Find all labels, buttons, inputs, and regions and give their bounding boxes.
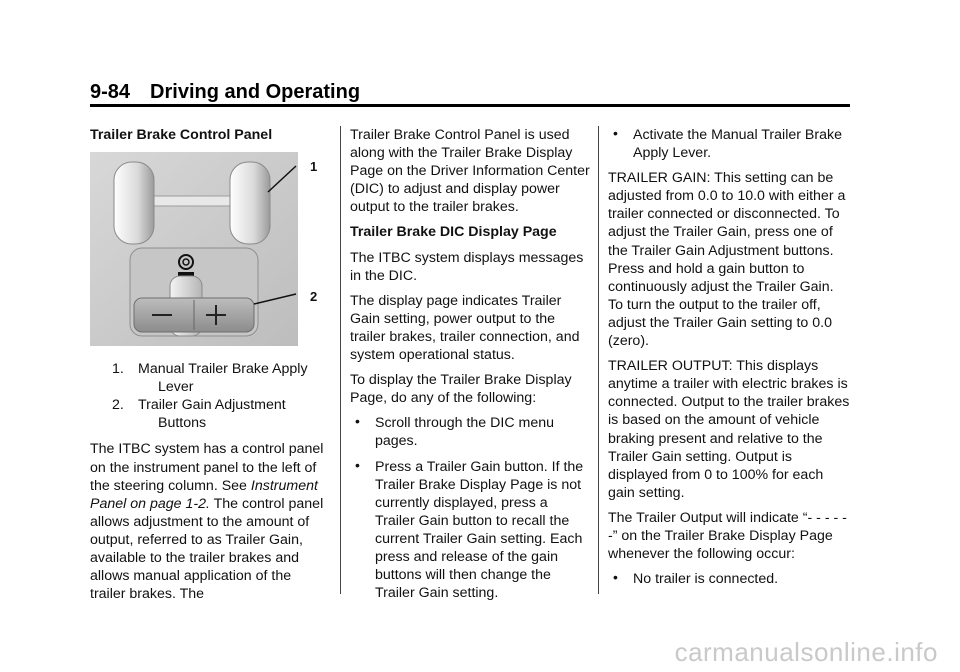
list-item: • Scroll through the DIC menu pages.	[355, 413, 555, 450]
bullet-icon: •	[613, 569, 618, 586]
conditions-list	[608, 570, 852, 588]
column-divider-2	[598, 126, 599, 594]
paragraph: The ITBC system displays messages in the DIC.	[350, 249, 584, 284]
display-options-list-cont	[608, 126, 852, 162]
control-panel-illustration	[90, 152, 298, 346]
bullet-icon: •	[613, 125, 618, 141]
legend-item: 1. Manual Trailer Brake Apply Lever	[112, 361, 308, 396]
page-header	[90, 80, 850, 104]
dic-display-heading: Trailer Brake DIC Display Page	[350, 224, 557, 241]
header-rule	[90, 104, 850, 107]
section-title: Driving and Operating	[150, 81, 361, 103]
control-panel-figure	[90, 152, 322, 348]
watermark: carmanualsonline.info	[674, 637, 938, 667]
page-number: 9-84	[90, 81, 131, 103]
paragraph: The Trailer Output will indicate “- - - - - -” on the Trailer Brake Display Page whenever the following occur:	[608, 509, 847, 563]
panel-heading: Trailer Brake Control Panel	[90, 127, 273, 143]
column-divider-1	[340, 126, 341, 594]
header-text	[90, 80, 850, 104]
trailer-gain-paragraph: TRAILER GAIN: This setting can be adjusted from 0.0 to 10.0 with either a trailer connected or disconnected. To adjust the Trailer Gain, press one of the Trailer Gain Adjustment buttons. Press and hold a gain button to continuously adjust the Trailer Gain. To turn the output to the trailer off, adjust the Trailer Gain setting to 0.0 (zero).	[608, 170, 846, 350]
callout-2: 2	[310, 289, 318, 305]
left-wheel	[114, 162, 154, 244]
bullet-icon: •	[355, 413, 360, 430]
column-3	[608, 126, 852, 595]
paragraph: The display page indicates Trailer Gain setting, power output to the trailer brakes, trailer connection, and system operational status.	[350, 292, 580, 364]
display-options-list	[350, 414, 590, 602]
itbc-paragraph: The ITBC system has a control panel on the instrument panel to the left of the steering column. See Instrument Panel on page 1-2. The control panel allows adjustment to the amount of output, referred to as Trailer Gain, available to the trailer brakes and allows manual application of the trailer brakes. The	[90, 441, 324, 603]
instrument-panel-link[interactable]: Instrument Panel on page 1-2.	[90, 477, 318, 512]
list-item: • Activate the Manual Trailer Brake Apply Lever.	[613, 125, 842, 162]
trailer-output-paragraph: TRAILER OUTPUT: This displays anytime a trailer with electric brakes is connected. Output to the trailer brakes is based on the amount of vehicle braking present and relative to the Trailer Gain setting. Output is displayed from 0 to 100% for each gain setting.	[608, 358, 850, 501]
column-1	[90, 126, 330, 610]
callout-1: 1	[310, 159, 318, 175]
column-2	[350, 126, 590, 609]
list-item: • No trailer is connected.	[613, 569, 779, 588]
figure-legend	[90, 360, 330, 432]
paragraph: To display the Trailer Brake Display Page, do any of the following:	[350, 372, 572, 407]
list-item: • Press a Trailer Gain button. If the Trailer Brake Display Page is not currently displayed, press a Trailer Gain button to recall the current Trailer Gain setting. Each press and release of the gain buttons will then change the Trailer Gain setting.	[355, 456, 584, 602]
legend-item: 2. Trailer Gain Adjustment Buttons	[112, 397, 286, 432]
right-wheel	[230, 162, 270, 244]
bullet-icon: •	[355, 456, 360, 473]
paragraph: Trailer Brake Control Panel is used along with the Trailer Brake Display Page on the Driver Information Center (DIC) to adjust and display power output to the trailer brakes.	[350, 127, 590, 216]
